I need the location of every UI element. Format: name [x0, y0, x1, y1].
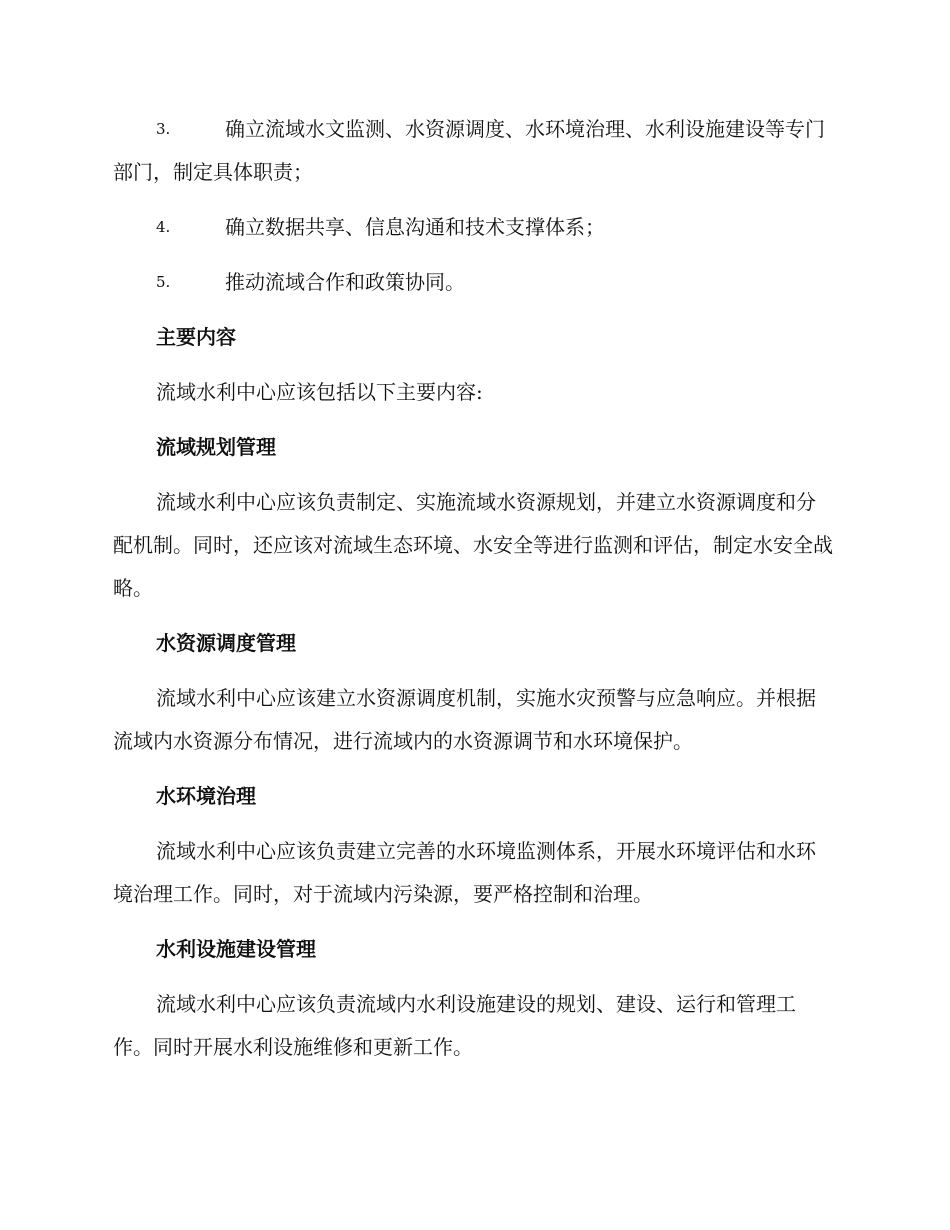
- facility-paragraph: 流域水利中心应该负责流域内水利设施建设的规划、建设、运行和管理工作。同时开展水利设施维修和更新工作。: [113, 992, 796, 1059]
- dispatch-paragraph: 流域水利中心应该建立水资源调度机制，实施水灾预警与应急响应。并根据流域内水资源分布情况，进行流域内的水资源调节和水环境保护。: [113, 686, 816, 753]
- list-item: [113, 261, 833, 304]
- environment-paragraph: 流域水利中心应该负责建立完善的水环境监测体系，开展水环境评估和水环境治理工作。同时，对于流域内污染源，要严格控制和治理。: [113, 839, 816, 906]
- section-heading-environment: 水环境治理: [156, 784, 256, 808]
- list-text: 确立流域水文监测、水资源调度、水环境治理、水利设施建设等专门部门，制定具体职责；: [113, 117, 825, 184]
- section-heading-dispatch: 水资源调度管理: [156, 631, 296, 655]
- list-number: 5.: [156, 273, 171, 291]
- list-text: 推动流域合作和政策协同。: [225, 270, 465, 294]
- list-text: 确立数据共享、信息沟通和技术支撑体系；: [225, 215, 605, 239]
- list-item: [113, 206, 833, 249]
- section-heading-facility: 水利设施建设管理: [156, 937, 316, 961]
- document-content: [113, 108, 833, 1081]
- list-item: [113, 108, 833, 194]
- planning-paragraph: 流域水利中心应该负责制定、实施流域水资源规划，并建立水资源调度和分配机制。同时，还应该对流域生态环境、水安全等进行监测和评估，制定水安全战略。: [113, 490, 833, 600]
- section-heading-main: 主要内容: [156, 325, 236, 349]
- section-heading-planning: 流域规划管理: [156, 435, 276, 459]
- list-number: 4.: [156, 218, 171, 236]
- main-intro-paragraph: 流域水利中心应该包括以下主要内容:: [156, 380, 483, 404]
- list-number: 3.: [156, 120, 171, 138]
